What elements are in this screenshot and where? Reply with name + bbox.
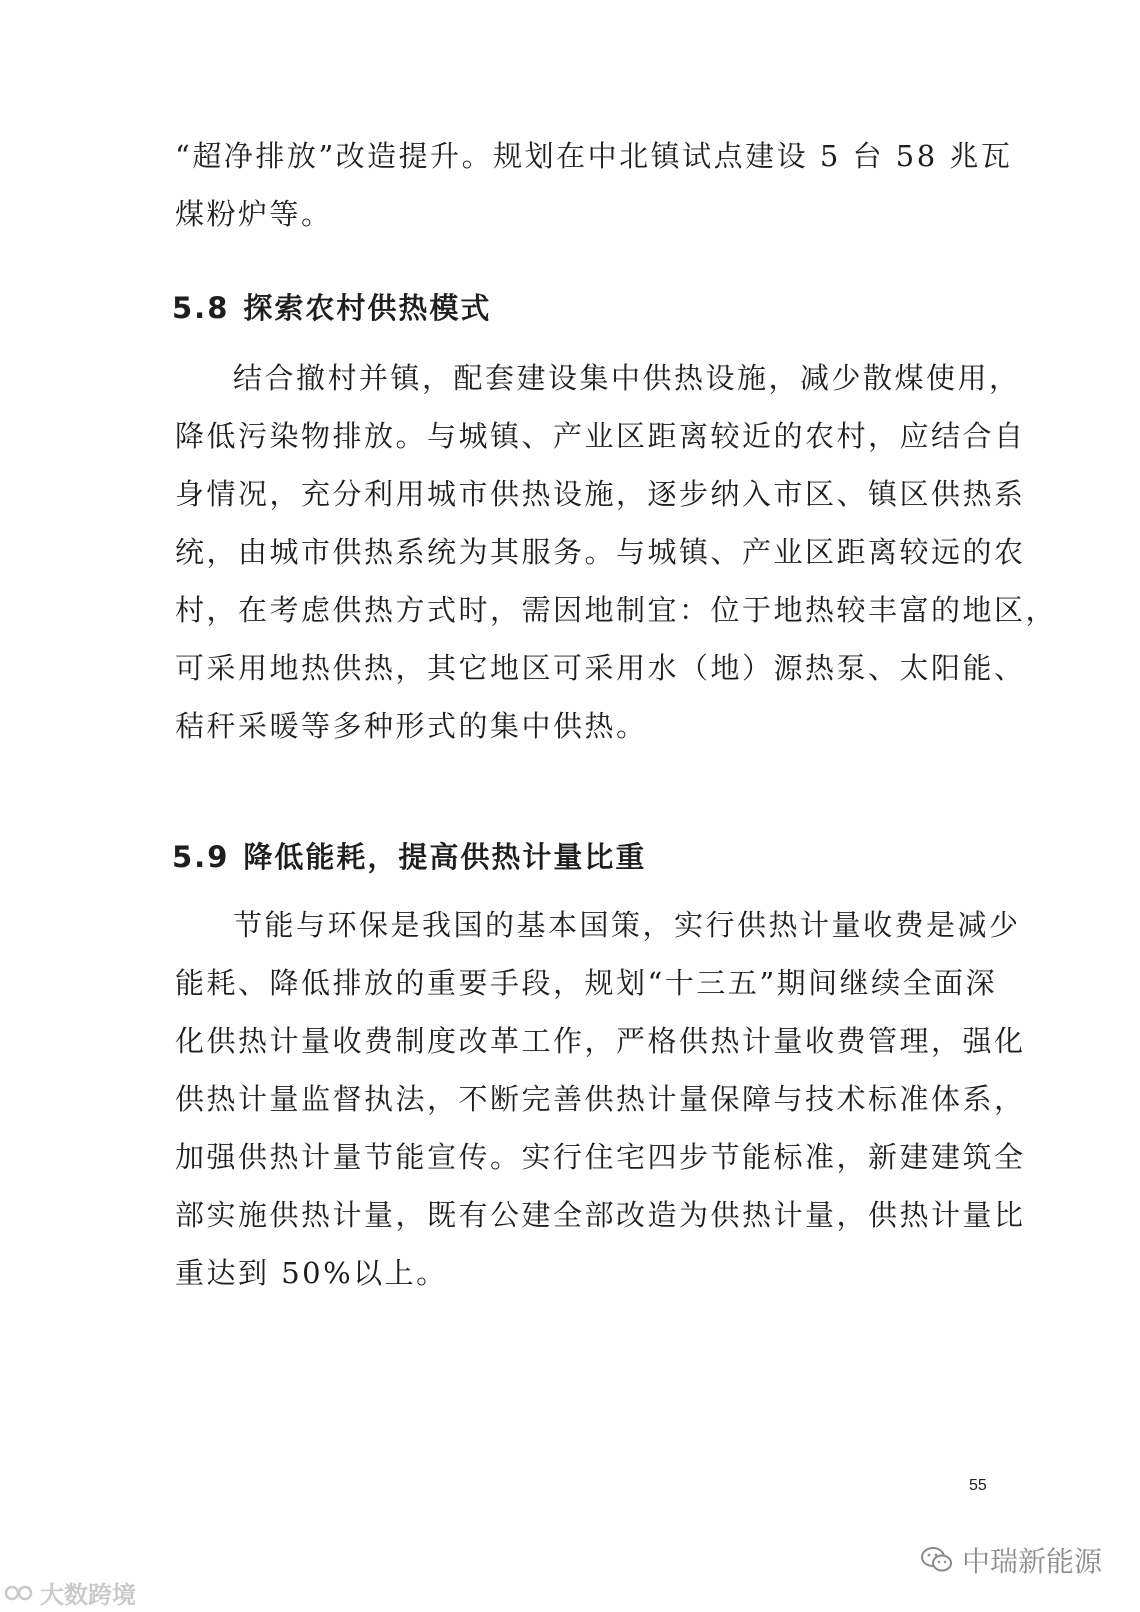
text-line: 村，在考虑供热方式时，需因地制宜：位于地热较丰富的地区， [175,593,1058,627]
text-line: 结合撤村并镇，配套建设集中供热设施，减少散煤使用， [233,361,1021,395]
paragraph-rural-heating [175,349,1058,755]
text-line: 供热计量监督执法，不断完善供热计量保障与技术标准体系， [175,1082,1026,1116]
section-number: 5.9 [172,840,230,874]
paragraph-heat-metering [175,896,1026,1302]
text-line: 重达到 50%以上。 [175,1256,448,1290]
text-line: “超净排放”改造提升。规划在中北镇试点建设 5 台 58 兆瓦 [175,139,1013,173]
watermark-left-text: 大数跨境 [40,1581,136,1609]
watermark-left [4,1575,136,1610]
text-line: 可采用地热供热，其它地区可采用水（地）源热泵、太阳能、 [175,651,1026,685]
text-line: 加强供热计量节能宣传。实行住宅四步节能标准，新建建筑全 [175,1140,1026,1174]
text-line: 化供热计量收费制度改革工作，严格供热计量收费管理，强化 [175,1024,1026,1058]
section-title: 探索农村供热模式 [243,291,492,325]
text-line: 节能与环保是我国的基本国策，实行供热计量收费是减少 [233,908,1021,942]
text-line: 降低污染物排放。与城镇、产业区距离较近的农村，应结合自 [175,419,1026,453]
paragraph-continued [175,127,1013,243]
wechat-icon [920,1545,954,1575]
page-number: 55 [969,1477,987,1494]
watermark-right [920,1540,1102,1580]
section-number: 5.8 [172,291,230,325]
watermark-right-text: 中瑞新能源 [962,1545,1103,1578]
logo-icon [4,1582,34,1604]
text-line: 身情况，充分利用城市供热设施，逐步纳入市区、镇区供热系 [175,477,1026,511]
text-line: 秸秆采暖等多种形式的集中供热。 [175,709,648,743]
text-line: 部实施供热计量，既有公建全部改造为供热计量，供热计量比 [175,1198,1026,1232]
text-line: 煤粉炉等。 [175,197,333,231]
section-heading-5-9 [172,835,646,876]
section-title: 降低能耗，提高供热计量比重 [243,840,647,874]
section-heading-5-8 [172,286,491,327]
text-line: 能耗、降低排放的重要手段，规划“十三五”期间继续全面深 [175,966,998,1000]
text-line: 统，由城市供热系统为其服务。与城镇、产业区距离较远的农 [175,535,1026,569]
